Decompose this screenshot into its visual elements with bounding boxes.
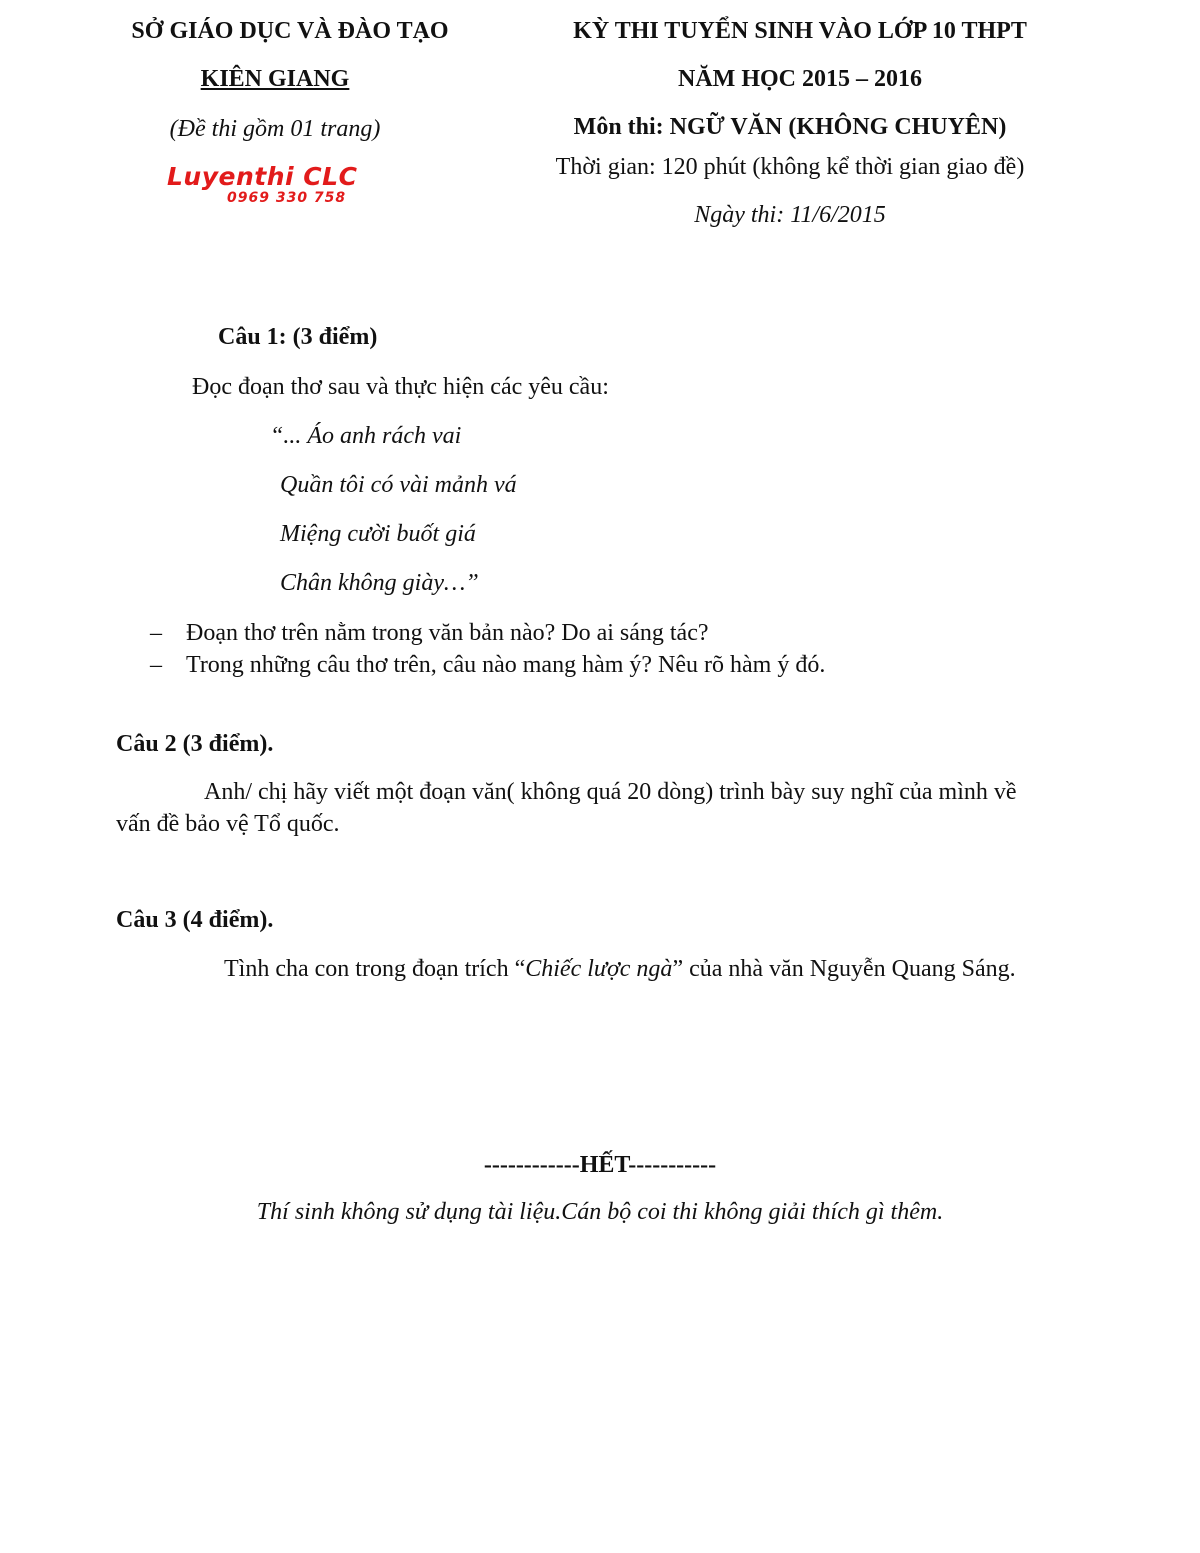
question-1-bullet (150, 652, 825, 679)
end-marker: ------------HẾT----------- (483, 1152, 717, 1178)
poem-line: Quần tôi có vài mảnh vá (280, 472, 517, 498)
school-year: NĂM HỌC 2015 – 2016 (678, 66, 922, 92)
footer-note: Thí sinh không sử dụng tài liệu.Cán bộ coi thi không giải thích gì thêm. (256, 1199, 944, 1225)
question-2-title: Câu 2 (3 điểm). (116, 731, 274, 757)
question-2-text-line1: Anh/ chị hãy viết một đoạn văn( không quá 20 dòng) trình bày suy nghĩ của mình về (204, 779, 1017, 805)
question-1-bullet (150, 620, 709, 647)
work-title: Chiếc lược ngà (525, 956, 673, 982)
bullet-text: Đoạn thơ trên nằm trong văn bản nào? Do ai sáng tác? (186, 620, 709, 646)
question-1-title: Câu 1: (3 điểm) (218, 324, 378, 350)
bullet-dash: – (150, 620, 162, 646)
bullet-dash: – (150, 652, 162, 678)
logo-phone: 0969 330 758 (227, 190, 347, 206)
exam-date: Ngày thi: 11/6/2015 (694, 202, 886, 228)
department-name: SỞ GIÁO DỤC VÀ ĐÀO TẠO (131, 18, 449, 44)
question-3-text-after: ” của nhà văn Nguyễn Quang Sáng. (672, 956, 1016, 982)
logo-text: Luyenthi CLC (167, 162, 358, 191)
exam-title: KỲ THI TUYỂN SINH VÀO LỚP 10 THPT (573, 18, 1027, 44)
exam-subject: Môn thi: NGỮ VĂN (KHÔNG CHUYÊN) (573, 114, 1007, 140)
page-count-note: (Đề thi gồm 01 trang) (169, 116, 381, 142)
bullet-text: Trong những câu thơ trên, câu nào mang hàm ý? Nêu rõ hàm ý đó. (186, 652, 826, 678)
question-3-text (224, 956, 1016, 983)
province-name: KIÊN GIANG (200, 66, 350, 92)
poem-line: “... Áo anh rách vai (270, 423, 462, 449)
question-3-text-before: Tình cha con trong đoạn trích “ (224, 956, 526, 982)
question-3-title: Câu 3 (4 điểm). (116, 907, 274, 933)
question-2-text-line2: vấn đề bảo vệ Tổ quốc. (116, 811, 340, 837)
poem-line: Miệng cười buốt giá (280, 521, 476, 547)
exam-duration: Thời gian: 120 phút (không kể thời gian giao đề) (555, 154, 1025, 180)
question-1-intro: Đọc đoạn thơ sau và thực hiện các yêu cầu: (192, 374, 609, 400)
watermark-logo (165, 160, 385, 212)
poem-line: Chân không giày…” (280, 570, 479, 596)
